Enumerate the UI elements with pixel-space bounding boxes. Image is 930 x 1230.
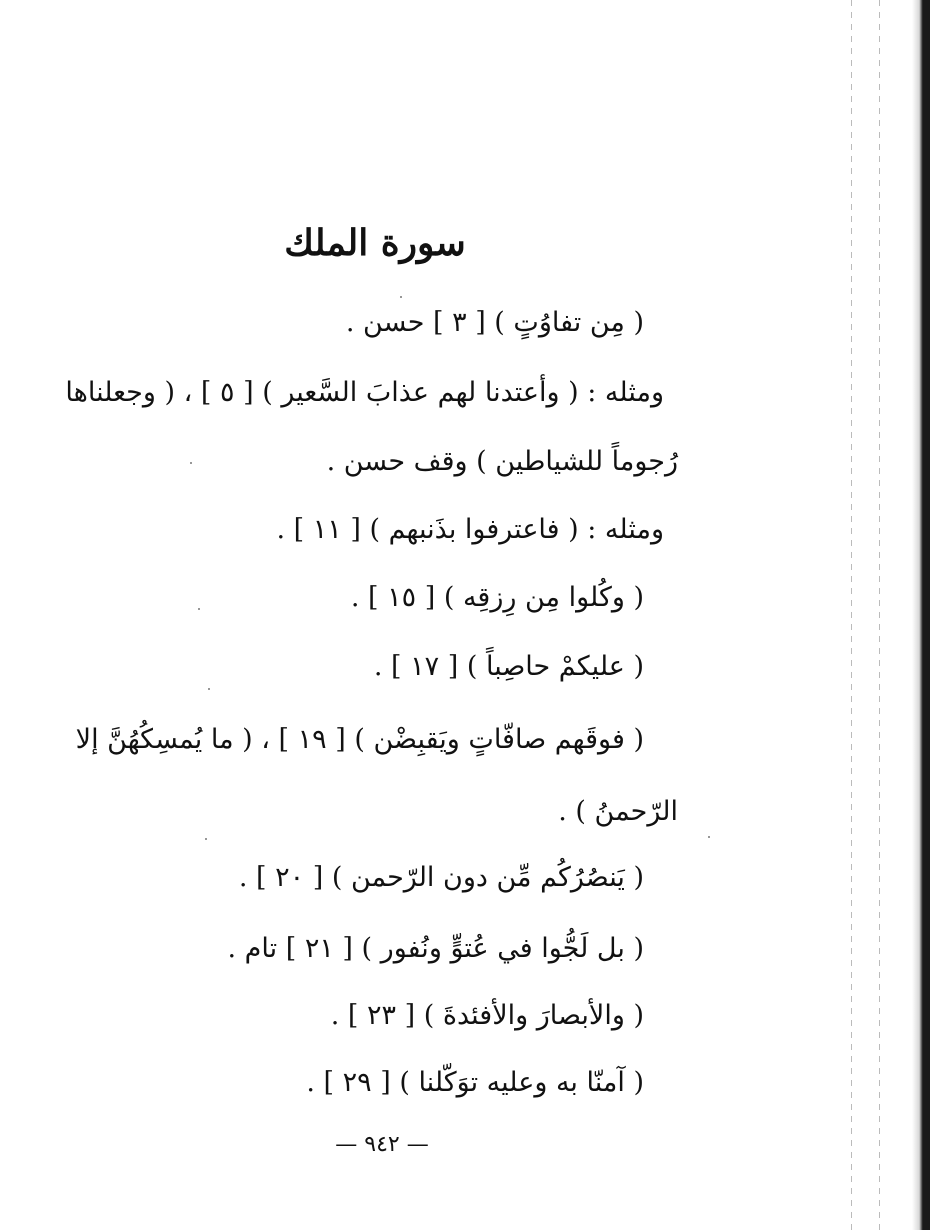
scan-speck [208, 688, 210, 690]
text-line: ( والأبصارَ والأفئدةَ ) [ ٢٣ ] . [330, 1000, 644, 1031]
scan-speck [400, 296, 402, 298]
text-line: رُجوماً للشياطين ) وقف حسن . [326, 446, 678, 477]
scan-speck [205, 838, 207, 840]
scan-edge-line [879, 0, 880, 1230]
text-line: ( فوقَهم صافّاتٍ ويَقبِضْن ) [ ١٩ ] ، ( ما يُمسِكُهُنَّ إلا [75, 724, 644, 755]
text-line: ( آمنّا به وعليه توَكّلنا ) [ ٢٩ ] . [306, 1067, 644, 1098]
text-line: ومثله : ( وأعتدنا لهم عذابَ السَّعير ) [ ٥ ] ، ( وجعلناها [65, 377, 664, 408]
scan-edge-line [851, 0, 852, 1230]
text-line: ( عليكمْ حاصِباً ) [ ١٧ ] . [373, 651, 644, 682]
text-line: ( وكُلوا مِن رِزقِه ) [ ١٥ ] . [350, 582, 644, 613]
text-line: الرّحمنُ ) . [558, 796, 678, 827]
text-line: ( يَنصُرُكُم مِّن دون الرّحمن ) [ ٢٠ ] . [238, 862, 644, 893]
text-line: ومثله : ( فاعترفوا بذَنبهم ) [ ١١ ] . [276, 514, 664, 545]
page-number: — ٩٤٢ — [335, 1132, 429, 1157]
text-line: ( مِن تفاوُتٍ ) [ ٣ ] حسن . [345, 307, 644, 338]
surah-title: سورة الملك [284, 222, 466, 264]
scan-speck [190, 462, 192, 464]
scan-speck [198, 608, 200, 610]
scan-edge-shadow [912, 0, 930, 1230]
text-line: ( بل لَجُّوا في عُتوٍّ ونُفور ) [ ٢١ ] تام . [227, 933, 644, 964]
scan-speck [708, 836, 710, 838]
